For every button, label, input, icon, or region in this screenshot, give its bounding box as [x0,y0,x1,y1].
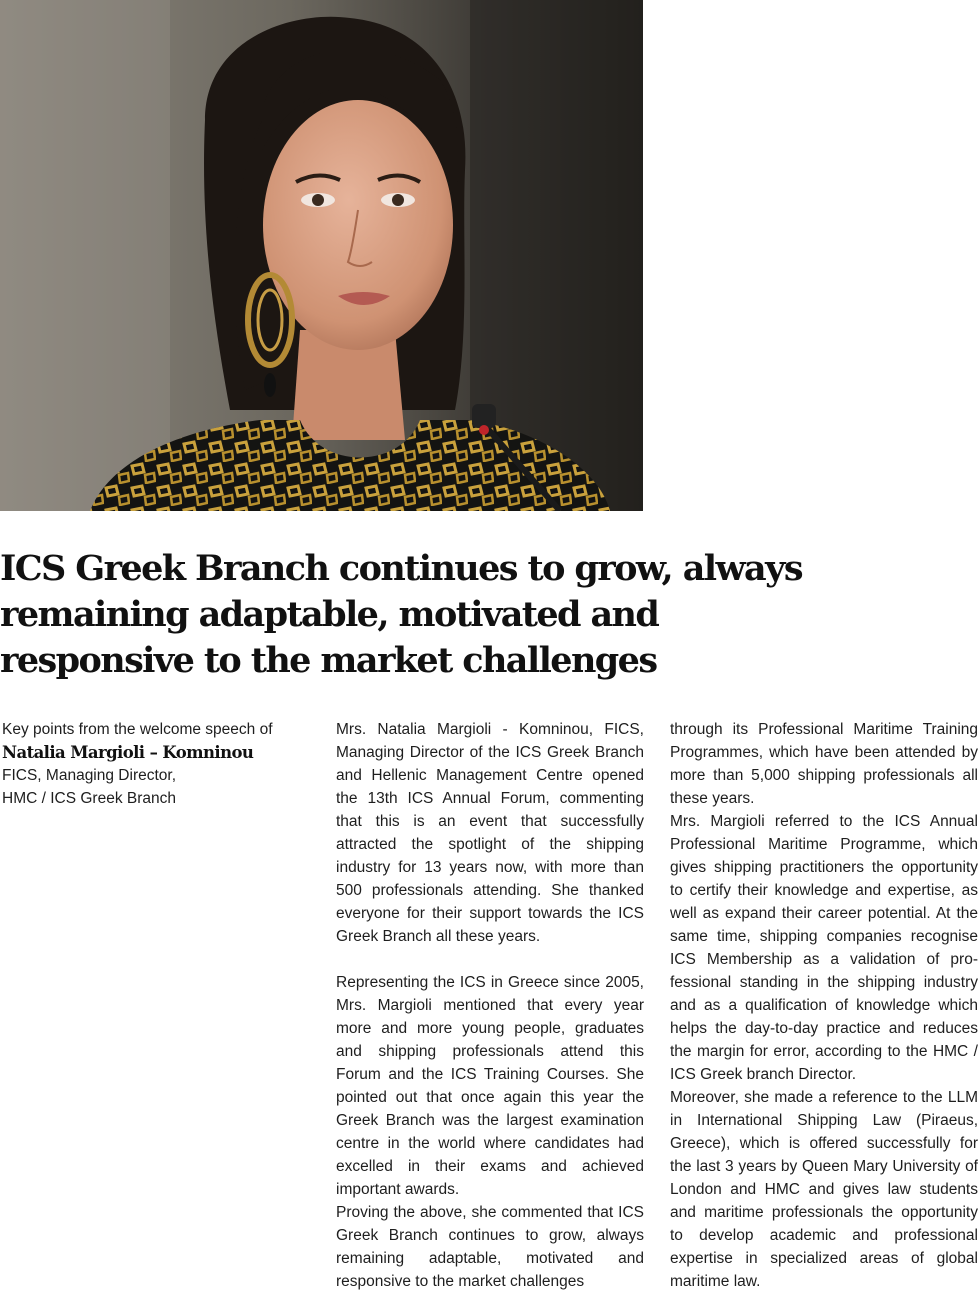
speaker-sidebar [2,718,302,810]
article-headline [0,546,979,684]
column-1-paragraph-3: Proving the above, she commented that ICS Greek Branch continues to grow, always remaining adaptable, motivated and responsive to the market challenges [336,1204,644,1290]
headline-line: remaining adaptable, motivated and [0,594,659,635]
headline-line: ICS Greek Branch continues to grow, always [0,548,802,589]
article-column-1 [336,718,644,1293]
column-2-paragraph-2: Mrs. Margioli referred to the ICS Annual Professional Maritime Programme, which gives shipping practitioners the opportunity to certify their knowledge and expertise, as well as expand their career potential. At the same time, shipping companies recognise ICS Membership as a validation of professional standing in the shipping industry and as a qualification of knowledge which helps the day-to-day practice and reduces the margin for error, according to the HMC / ICS Greek branch Director. [670,813,978,1083]
column-2-paragraph-3: Moreover, she made a reference to the LLM in International Shipping Law (Piraeus, Greece), which is offered successfully for the last 3 years by Queen Mary University of London and HMC and gives law students and maritime professionals the opportunity to develop academic and professional expertise in specialized areas of global maritime law. [670,1089,978,1290]
article-column-2 [670,718,978,1293]
speaker-portrait-photo [0,0,643,511]
column-1-paragraph-1: Mrs. Natalia Margioli - Komninou, FICS, Managing Director of the ICS Greek Branch and Hellenic Management Centre opened the 13th ICS Annual Forum, commenting that this is an event that successfully attracted the spotlight of the shipping industry for 13 years now, with more than 500 professionals attending. She thanked everyone for their support towards the ICS Greek Branch all these years. [336,721,644,945]
headline-line: responsive to the market challenges [0,640,657,681]
sidebar-intro: Key points from the welcome speech of [2,721,273,738]
speaker-name: Natalia Margioli – Komninou [2,743,254,762]
speaker-organization-line: HMC / ICS Greek Branch [2,790,176,807]
speaker-role-line: FICS, Managing Director, [2,767,177,784]
column-1-paragraph-2: Representing the ICS in Greece since 2005, Mrs. Margioli mentioned that every year more and more young people, graduates and shipping professionals attend this Forum and the ICS Training Courses. She pointed out that once again this year the Greek Branch was the largest examination centre in the world where candidates had excelled in their exams and achieved important awards. [336,974,644,1198]
column-2-paragraph-1: through its Professional Maritime Training Programmes, which have been attended by more than 5,000 shipping professionals all these years. [670,721,978,807]
